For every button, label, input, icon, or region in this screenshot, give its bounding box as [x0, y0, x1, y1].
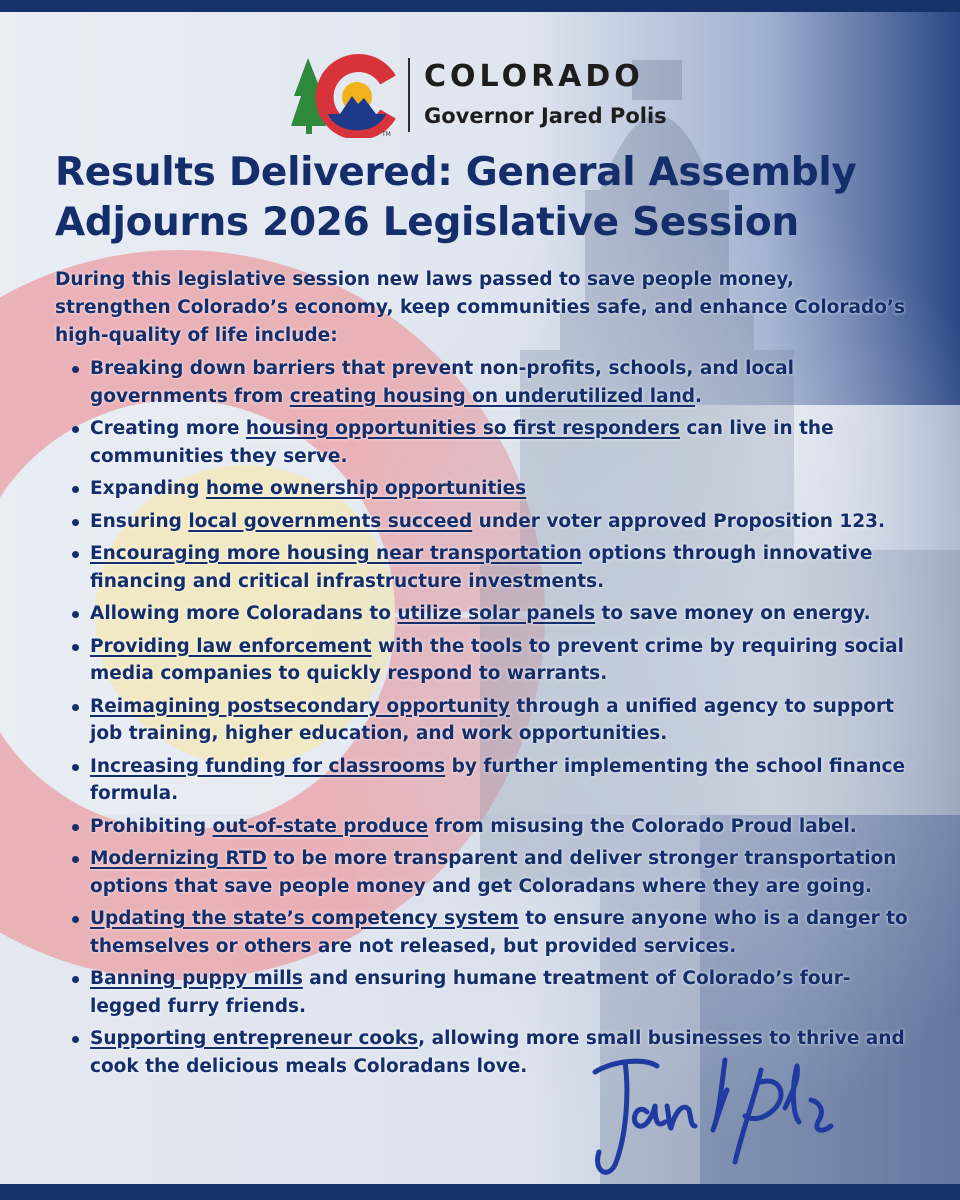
list-item [70, 633, 910, 688]
list-item-link[interactable]: utilize solar panels [397, 603, 596, 624]
page-title: Results Delivered: General Assembly Adjourns 2026 Legislative Session [55, 150, 857, 245]
list-item-text: Ensuring [90, 510, 189, 532]
list-item [70, 693, 910, 748]
list-item [70, 415, 910, 470]
bullet-dot-icon [72, 916, 79, 923]
list-item-link[interactable]: out-of-state produce [212, 815, 429, 837]
list-item [70, 508, 910, 536]
bullet-dot-icon [72, 1036, 79, 1043]
list-item-text: . [695, 385, 703, 407]
top-border [0, 0, 960, 12]
trademark-label: TM [382, 131, 391, 138]
brand-block [424, 59, 667, 131]
bottom-border [0, 1184, 960, 1200]
list-item-text: with the tools to prevent crime by requiring social media companies to quickly respond to warrants. [90, 635, 904, 684]
list-item-link[interactable]: Reimagining postsecondary opportunity [90, 695, 510, 717]
list-item-link[interactable]: Encouraging more housing near transportation [90, 543, 582, 564]
governor-signature [585, 1040, 845, 1180]
list-item [70, 905, 910, 960]
list-item-text: Breaking down barriers that prevent non-profits, schools, and local governments from [90, 358, 795, 407]
list-item-text: to save money on energy. [595, 603, 871, 624]
brand-name: COLORADO [424, 59, 644, 94]
bullet-dot-icon [72, 824, 79, 831]
bullet-dot-icon [72, 976, 79, 983]
list-item-text: , allowing more small businesses to thrive and cook the delicious meals Coloradans love. [90, 1028, 905, 1077]
list-item [70, 600, 910, 628]
bullet-dot-icon [72, 519, 79, 526]
accomplishments-list [70, 355, 910, 1085]
header [290, 52, 667, 138]
list-item-link[interactable]: Providing law enforcement [90, 635, 372, 657]
list-item-text: by further implementing the school finance formula. [90, 755, 906, 804]
list-item-text: Allowing more Coloradans to [90, 603, 398, 624]
list-item-link[interactable]: Updating the state’s competency system [90, 908, 519, 929]
bullet-dot-icon [72, 611, 79, 618]
intro-paragraph: During this legislative session new laws passed to save people money, strengthen Colorado’s economy, keep communities safe, and enhance Colorado’s high-quality of life include: [55, 269, 905, 346]
list-item-text: Prohibiting [90, 815, 213, 837]
list-item-text: from misusing the Colorado Proud label. [428, 815, 857, 837]
bullet-dot-icon [72, 551, 79, 558]
list-item-link[interactable]: Increasing funding for classrooms [90, 755, 446, 777]
list-item-link[interactable]: home ownership opportunities [205, 478, 527, 499]
list-item [70, 845, 910, 900]
bullet-dot-icon [72, 486, 79, 493]
header-divider [408, 58, 410, 132]
list-item-text: Creating more [90, 418, 246, 439]
list-item [70, 355, 910, 410]
list-item [70, 813, 910, 841]
bullet-dot-icon [72, 764, 79, 771]
list-item [70, 475, 910, 503]
list-item-text: options through innovative financing and critical infrastructure investments. [90, 543, 873, 592]
list-item-text: to ensure anyone who is a danger to themselves or others are not released, but provided services. [90, 908, 908, 957]
list-item-text: Expanding [90, 478, 206, 499]
list-item-link[interactable]: Banning puppy mills [90, 968, 303, 989]
brand-subtitle: Governor Jared Polis [424, 104, 667, 128]
list-item-text: to be more transparent and deliver stronger transportation options that save people money and get Coloradans where they are going. [90, 848, 897, 897]
colorado-c-logo-icon [290, 52, 402, 138]
list-item [70, 753, 910, 808]
bullet-dot-icon [72, 856, 79, 863]
list-item-text: can live in the communities they serve. [90, 418, 834, 467]
list-item-text: through a unified agency to support job training, higher education, and work opportunities. [90, 695, 894, 744]
bullet-dot-icon [72, 426, 79, 433]
list-item-link[interactable]: Modernizing RTD [90, 848, 267, 869]
list-item [70, 540, 910, 595]
list-item [70, 965, 910, 1020]
list-item-link[interactable]: housing opportunities so first responders [245, 418, 680, 439]
list-item-link[interactable]: creating housing on underutilized land [289, 385, 696, 407]
list-item-link[interactable]: Supporting entrepreneur cooks [90, 1028, 419, 1049]
bullet-dot-icon [72, 644, 79, 651]
bullet-dot-icon [72, 704, 79, 711]
list-item-text: under voter approved Proposition 123. [472, 510, 886, 532]
bullet-dot-icon [72, 366, 79, 373]
list-item-link[interactable]: local governments succeed [188, 510, 473, 532]
list-item-text: and ensuring humane treatment of Colorado’s four-legged furry friends. [90, 968, 851, 1017]
